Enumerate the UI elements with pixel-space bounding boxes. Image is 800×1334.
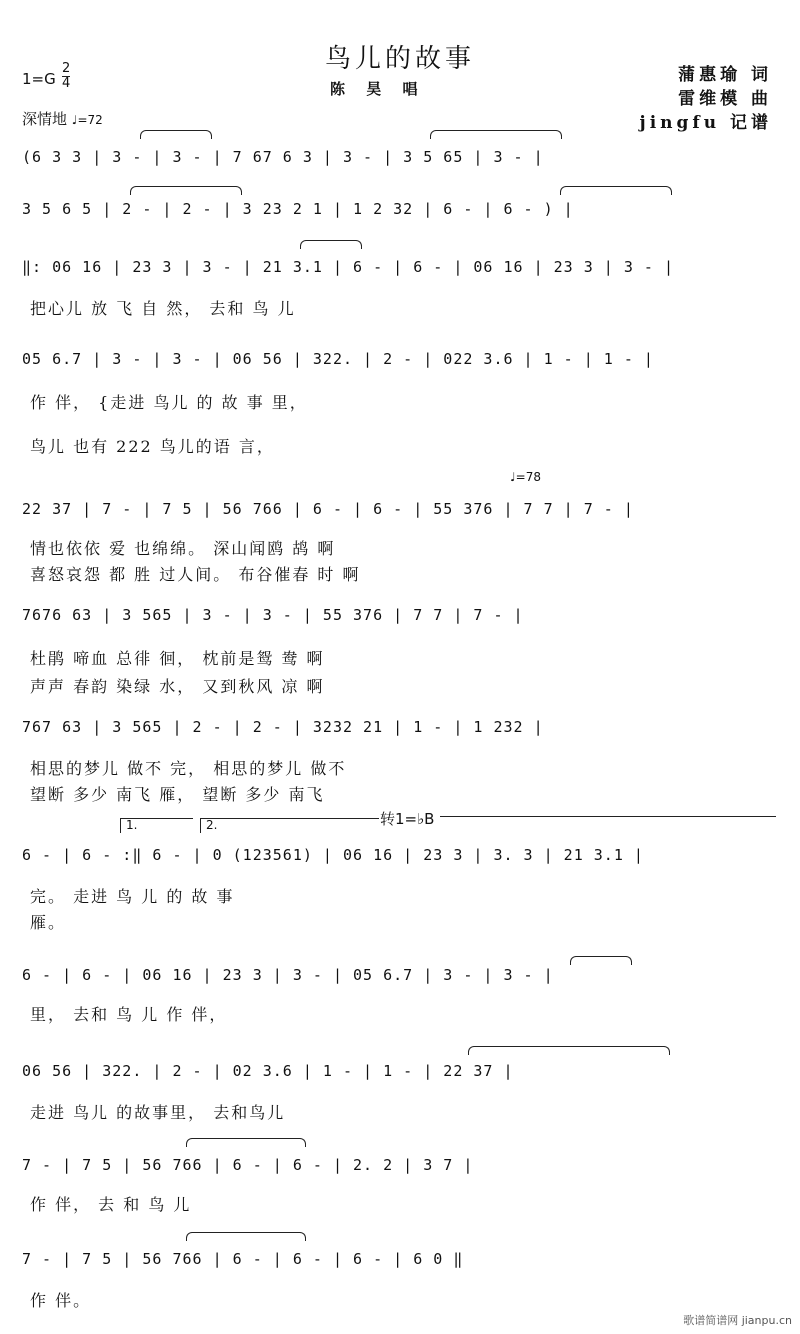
- notation-line-10: 06 56 | 322. | 2 - | 02 3.6 | 1 - | 1 - | 22 37 |: [22, 1062, 514, 1080]
- lyric-line-12a: 作 伴。: [30, 1291, 92, 1310]
- notation-line-7: 767 63 | 3 565 | 2 - | 2 - | 3232 21 | 1 - | 1 232 |: [22, 718, 544, 736]
- volta-1-label: 1.: [126, 818, 138, 832]
- tie-slur: [300, 240, 362, 249]
- lyric-line-5a: 情也依依 爱 也绵绵。 深山闻鸥 鸪 啊: [30, 539, 336, 558]
- notation-line-2: 3 5 6 5 | 2 - | 2 - | 3 23 2 1 | 1 2 32 | 6 - | 6 - ) |: [22, 200, 574, 218]
- lyric-line-6a: 杜鹃 啼血 总徘 徊， 枕前是鸳 鸯 啊: [30, 649, 325, 668]
- notation-line-6: 7676 63 | 3 565 | 3 - | 3 - | 55 376 | 7 7 | 7 - |: [22, 606, 524, 624]
- notation-line-9: 6 - | 6 - | 06 16 | 23 3 | 3 - | 05 6.7 | 3 - | 3 - |: [22, 966, 554, 984]
- notation-line-11: 7 - | 7 5 | 56 766 | 6 - | 6 - | 2. 2 | 3 7 |: [22, 1156, 474, 1174]
- notation-line-12: 7 - | 7 5 | 56 766 | 6 - | 6 - | 6 - | 6 0 ‖: [22, 1250, 464, 1268]
- lyricist-credit: 蒲惠瑜 词: [678, 65, 772, 85]
- lyric-line-5b: 喜怒哀怨 都 胜 过人间。 布谷催春 时 啊: [30, 565, 361, 584]
- site-watermark: 歌谱简谱网 jianpu.cn: [683, 1314, 792, 1327]
- lyric-line-4a: 作 伴， {走进 鸟儿 的 故 事 里，: [30, 393, 308, 412]
- tie-slur: [186, 1232, 306, 1241]
- tempo-change-mark: ♩=78: [510, 470, 541, 484]
- tie-slur: [186, 1138, 306, 1147]
- tie-slur: [560, 186, 672, 195]
- lyric-line-4b: 鸟儿 也有 222 鸟儿的语 言，: [30, 437, 275, 456]
- meter-bottom: 4: [62, 76, 71, 91]
- singer-credit: 陈 昊 唱: [330, 80, 426, 98]
- lyric-line-7b: 望断 多少 南飞 雁， 望断 多少 南飞: [30, 785, 325, 804]
- meter-top: 2: [62, 61, 71, 76]
- notation-line-3: ‖: 06 16 | 23 3 | 3 - | 21 3.1 | 6 - | 6 - | 06 16 | 23 3 | 3 - |: [22, 258, 674, 276]
- lyric-line-8b: 雁。: [30, 913, 67, 932]
- notation-line-1: (6 3 3 | 3 - | 3 - | 7 67 6 3 | 3 - | 3 5 65 | 3 - |: [22, 148, 544, 166]
- tie-slur: [468, 1046, 670, 1055]
- transpose-mark: 转1=♭B: [380, 810, 435, 828]
- lyric-line-9a: 里， 去和 鸟 儿 作 伴，: [30, 1005, 228, 1024]
- transpose-line: [440, 816, 776, 817]
- lyric-line-7a: 相思的梦儿 做不 完， 相思的梦儿 做不: [30, 759, 347, 778]
- lyric-line-6b: 声声 春韵 染绿 水， 又到秋风 凉 啊: [30, 677, 325, 696]
- notation-line-8: 6 - | 6 - :‖ 6 - | 0 (123561) | 06 16 | 23 3 | 3. 3 | 21 3.1 |: [22, 846, 644, 864]
- volta-bracket-2: [200, 818, 379, 833]
- composer-credit: 雷维模 曲: [678, 89, 772, 109]
- tie-slur: [570, 956, 632, 965]
- volta-2-label: 2.: [206, 818, 218, 832]
- time-signature: [62, 62, 70, 91]
- song-title: 鸟儿的故事: [324, 44, 475, 74]
- lyric-line-11a: 作 伴， 去 和 鸟 儿: [30, 1195, 192, 1214]
- key-signature: 1=G: [22, 70, 56, 88]
- lyric-line-3a: 把心儿 放 飞 自 然， 去和 鸟 儿: [30, 299, 296, 318]
- notation-line-4: 05 6.7 | 3 - | 3 - | 06 56 | 322. | 2 - | 022 3.6 | 1 - | 1 - |: [22, 350, 654, 368]
- lyric-line-10a: 走进 鸟儿 的故事里， 去和鸟儿: [30, 1103, 286, 1122]
- expression-text: 深情地: [22, 110, 68, 128]
- expression-mark: [22, 108, 103, 129]
- tie-slur: [140, 130, 212, 139]
- tempo-mark: ♩=72: [71, 113, 103, 127]
- notation-line-5: 22 37 | 7 - | 7 5 | 56 766 | 6 - | 6 - | 55 376 | 7 7 | 7 - |: [22, 500, 634, 518]
- transcriber-credit: jingfu 记谱: [639, 113, 772, 133]
- tie-slur: [130, 186, 242, 195]
- lyric-line-8a: 完。 走进 鸟 儿 的 故 事: [30, 887, 235, 906]
- tie-slur: [430, 130, 562, 139]
